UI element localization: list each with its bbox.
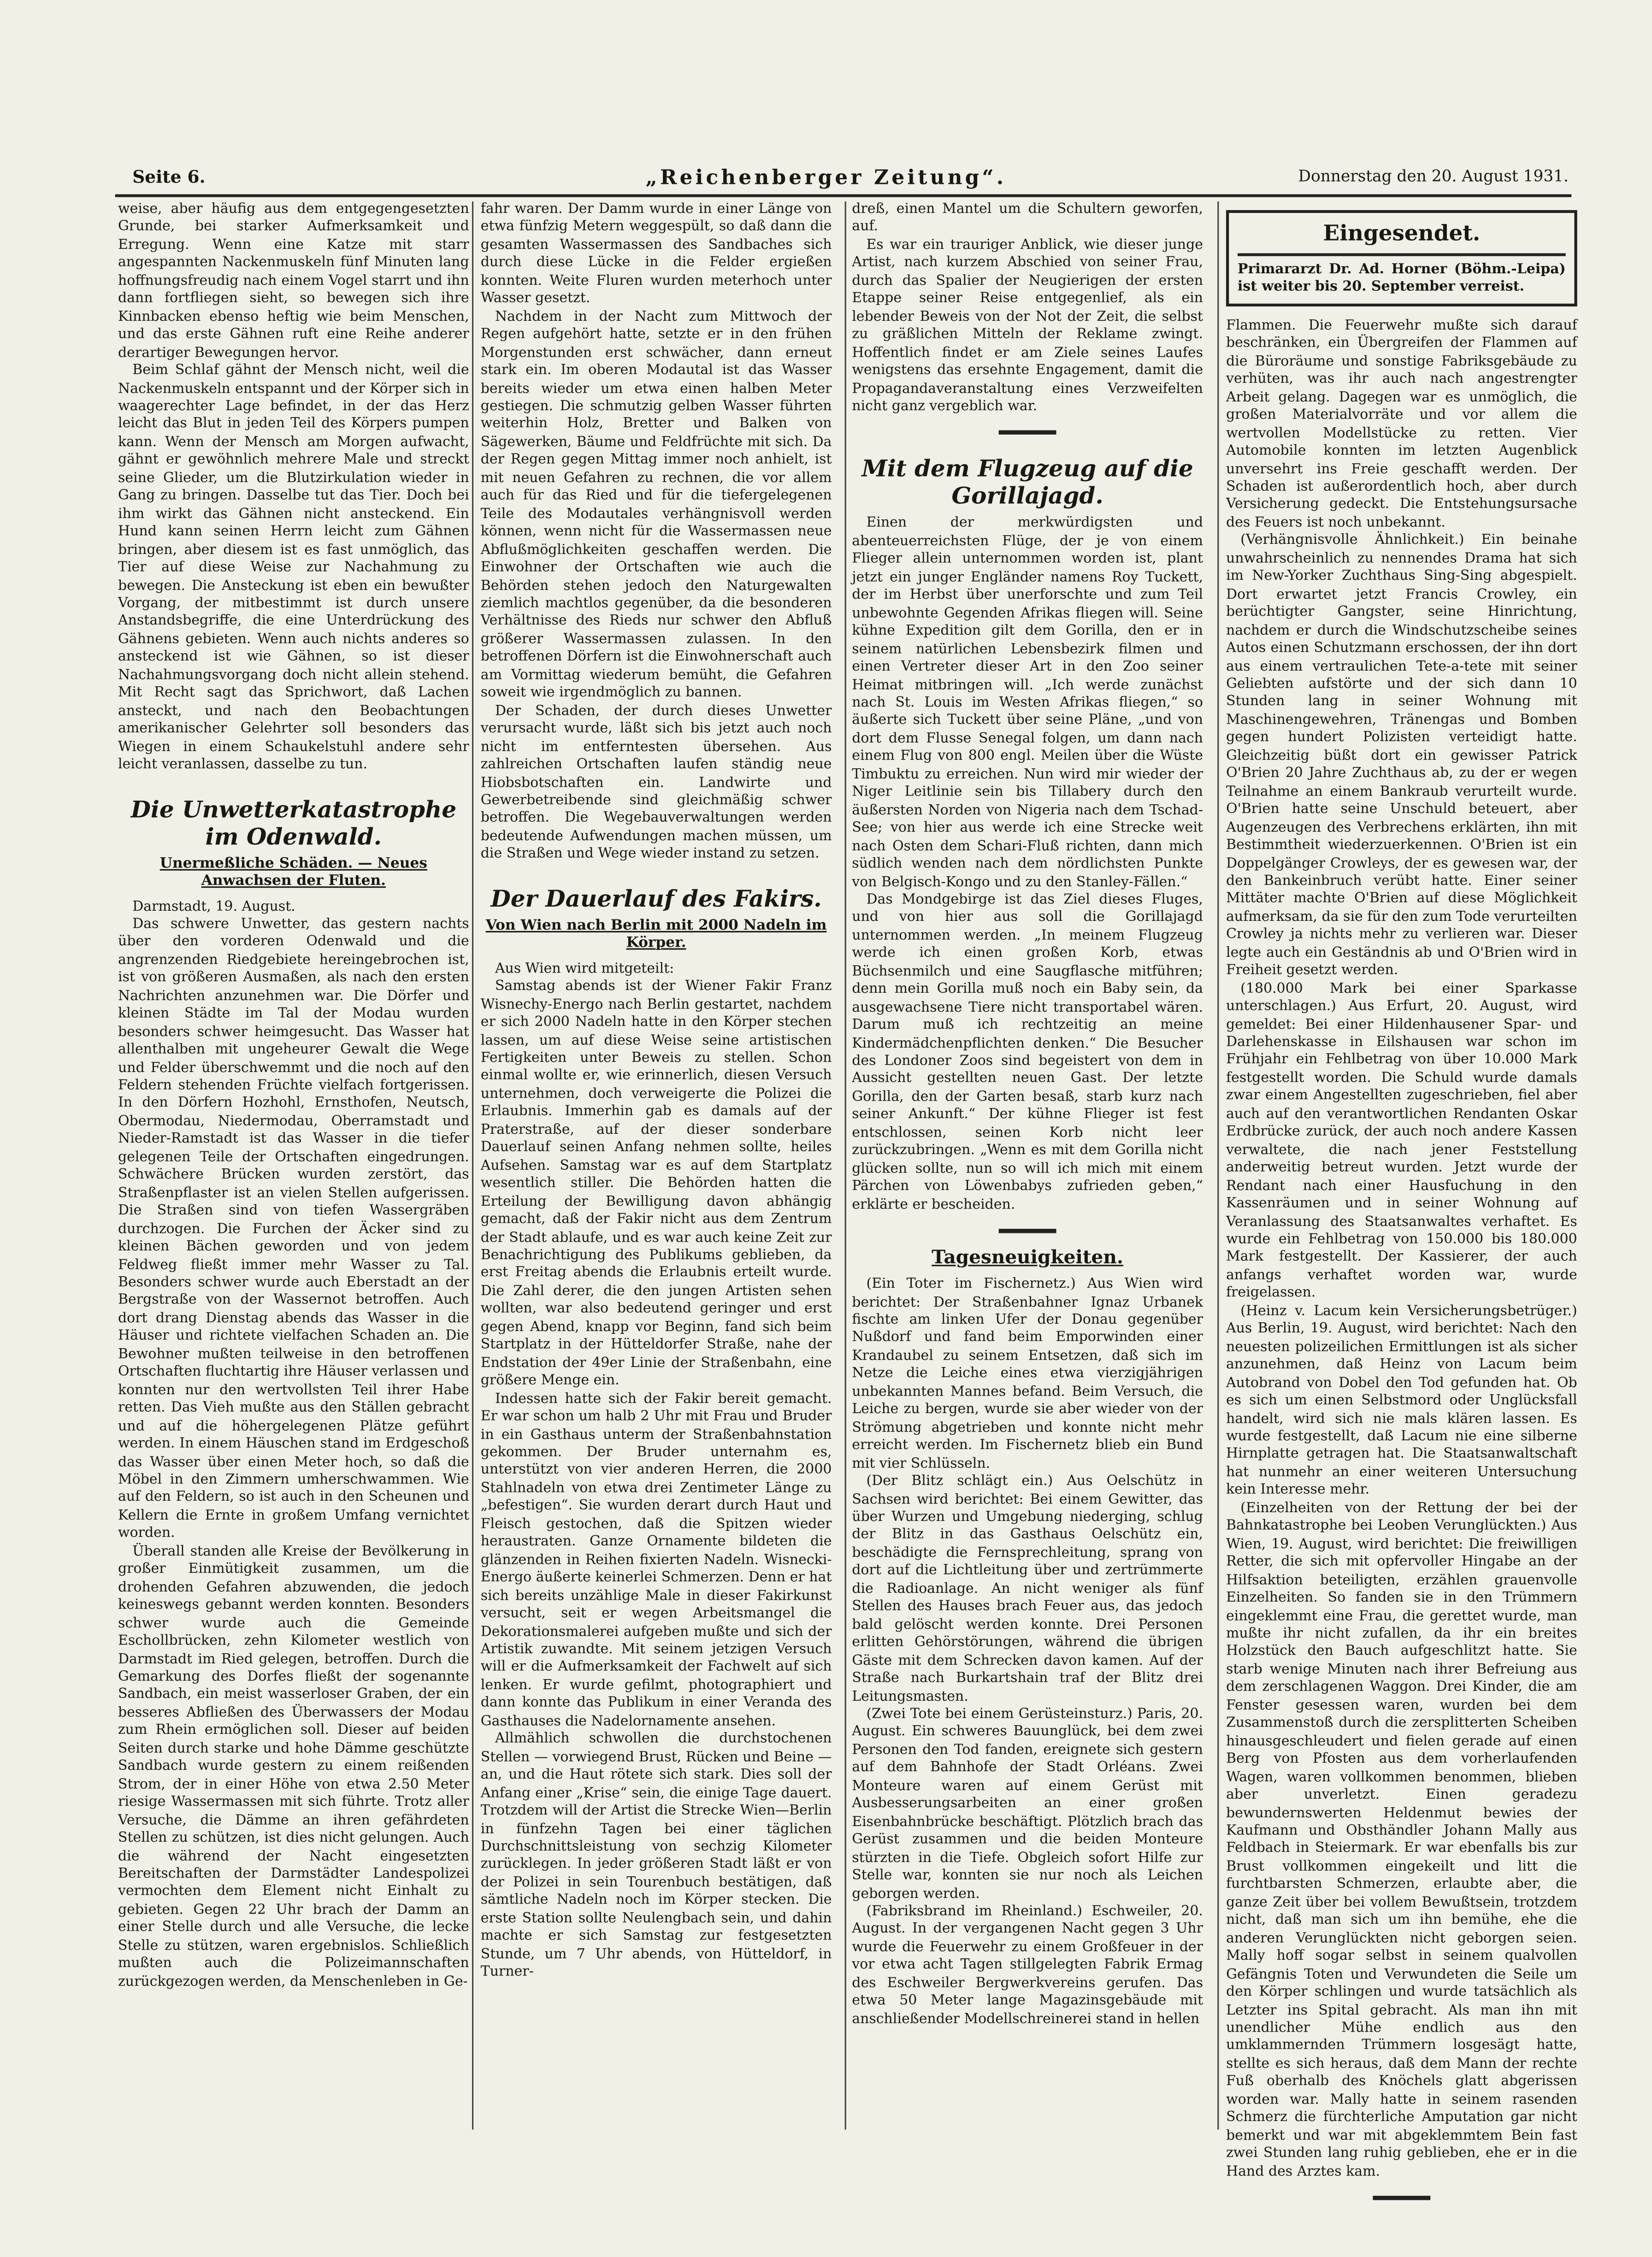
section-separator <box>999 431 1056 435</box>
article-paragraph: fahr waren. Der Damm wurde in einer Länge von etwa fünfzig Metern weggespült, so daß dann die gesamten Wassermassen des Sandbaches sich durch diese Lücke in die Felder ergießen konnten. Weite Fluren wurden meterhoch unter Wasser gesetzt. <box>480 201 832 307</box>
article-paragraph: Beim Schlaf gähnt der Mensch nicht, weil die Nackenmuskeln entspannt und der Körper sich in waagerechter Lage befindet, in der das Herz leicht das Blut in jeden Teil des Körpers pumpen kann. Wenn der Mensch am Morgen aufwacht, gähnt er gewöhnlich mehrere Male und streckt seine Glieder, um die Blutzirkulation wieder in Gang zu bringen. Dasselbe tut das Tier. Doch bei ihm wirkt das Gähnen nicht ansteckend. Ein Hund kann seinen Herrn leicht zum Gähnen bringen, aber diesem ist es fast unmöglich, das Tier auf diese Weise zur Nachahmung zu bewegen. Die Ansteckung ist eben ein bewußter Vorgang, der mitbestimmt ist durch unsere Anstandsbegriffe, die eine Unterdrückung des Gähnens gebieten. Wenn auch nichts anderes so ansteckend ist wie Gähnen, so ist dieser Nachahmungsvorgang doch nicht allein stehend. Mit Recht sagt das Sprichwort, daß Lachen ansteckt, und nach den Beobachtungen amerikanischer Gelehrter soll besonders das Wiegen in einem Schaukelstuhl andere sehr leicht veranlassen, dasselbe zu tun. <box>118 362 469 773</box>
article-subheadline: Von Wien nach Berlin mit 2000 Nadeln im Körper. <box>485 918 827 951</box>
section-separator <box>999 1229 1056 1233</box>
article-paragraph: dreß, einen Mantel um die Schultern geworfen, auf. <box>852 201 1203 236</box>
news-item: Flammen. Die Feuerwehr mußte sich darauf beschränken, ein Übergreifen der Flammen auf die Büroräume und sonstige Fabriksgebäude zu verhüten, was ihr auch nach angestrengter Arbeit gelang. Dagegen war es unmöglich, die großen Materialvorräte und vor allem die wertvollen Modellstücke zu retten. Vier Automobile konnten im letzten Augenblick unversehrt ins Freie geschafft werden. Der Schaden ist außerordentlich hoch, aber durch Versicherung gedeckt. Die Entstehungsursache des Feuers ist noch unbekannt. <box>1226 318 1577 531</box>
news-item: (Verhängnisvolle Ähnlichkeit.) Ein beinahe unwahrscheinlich zu nennendes Drama hat sich im New-Yorker Zuchthaus Sing-Sing abgespielt. Dort erwartet jetzt Francis Crowley, ein berüchtigter Gangster, seine Hinrichtung, nachdem er durch die Windschutzscheibe seines Autos einen Schutzmann erschossen, der ihn dort aus einem vertraulichen Tete-a-tete mit seiner Geliebten aufstörte und der sich dann 10 Stunden lang in seiner Wohnung mit Maschinengewehren, Tränengas und Bomben gegen hundert Polizisten verteidigt hatte. Gleichzeitig büßt dort ein gewisser Patrick O'Brien 20 Jahre Zuchthaus ab, zu der er wegen Teilnahme an einem Bankraub verurteilt wurde. O'Brien hatte seine Unschuld beteuert, aber Augenzeugen des Verbrechens erklärten, ihn mit Bestimmtheit wiederzuerkennen. O'Brien ist ein Doppelgänger Crowleys, der es gewesen war, der den Bankeinbruch verübt hatte. Einer seiner Mittäter machte O'Brien auf diese Möglichkeit aufmerksam, da sie für den zum Tode verurteilten Crowley ja nichts mehr zu verlieren war. Dieser legte auch ein Geständnis ab und O'Brien wird in Freiheit gesetzt werden. <box>1226 533 1577 979</box>
news-item: (Ein Toter im Fischernetz.) Aus Wien wird berichtet: Der Straßenbahner Ignaz Urbanek fischte am linken Ufer der Donau gegenüber Nußdorf und fand beim Emporwinden einer Krandaubel zu seinem Entsetzen, daß sich im Netze die Leiche eines etwa vierzigjährigen unbekannten Mannes befand. Beim Versuch, die Leiche zu bergen, wurde sie aber wieder von der Strömung abgetrieben und konnte nicht mehr erreicht werden. Im Fischernetz blieb ein Bund mit vier Schlüsseln. <box>852 1276 1203 1472</box>
column-divider <box>845 201 846 2129</box>
section-separator <box>1373 2196 1430 2200</box>
article-paragraph: Das Mondgebirge ist das Ziel dieses Fluges, und von hier aus soll die Gorillajagd unternommen werden. „In meinem Flugzeug werde ich einen großen Korb, etwas Büchsenmilch und eine Saugflasche mitführen; denn mein Gorilla muß noch ein Baby sein, da ausgewachsene Tiere nicht transportabel wären. Darum muß ich rechtzeitig an meine Kindermädchenpflichten denken.“ Die Besucher des Londoner Zoos sind begeistert von dem in Aussicht gestellten neuen Gast. Der letzte Gorilla, den der Garten besaß, starb kurz nach seiner Ankunft.“ Der kühne Flieger ist fest entschlossen, seinen Korb nicht leer zurückzubringen. „Wenn es mit dem Gorilla nicht glücken sollte, nun so will ich mich mit einem Pärchen von Löwenbabys zufrieden geben,“ erklärte er bescheiden. <box>852 892 1203 1213</box>
column-1 <box>118 201 469 2129</box>
article-byline: Aus Wien wird mitgeteilt: <box>495 961 674 977</box>
notice-title: Eingesendet. <box>1323 220 1481 246</box>
article-paragraph: Indessen hatte sich der Fakir bereit gemacht. Er war schon um halb 2 Uhr mit Frau und Bruder in ein Gasthaus unterm der Straßenbahnstation gekommen. Der Bruder unternahm es, unterstützt von vier anderen Herren, die 2000 Stahlnadeln von etwa drei Zentimeter Länge zu „befestigen“. Sie wurden derart durch Haut und Fleisch gestochen, daß die Spitzen wieder heraustraten. Ganze Ornamente bildeten die glänzenden in Reihen fixierten Nadeln. Wisnecki-Energo äußerte keinerlei Schmerzen. Denn er hat sich bereits unzählige Male in dieser Fakirkunst versucht, seit er wegen Arbeitsmangel die Dekorationsmalerei aufgeben mußte und sich der Artistik zuwandte. Mit seinem jetzigen Versuch will er die Aufmerksamkeit der Fachwelt auf sich lenken. Er wurde gefilmt, photographiert und dann konnte das Publikum in einer Veranda des Gasthauses die Nadelornamente ansehen. <box>480 1391 832 1730</box>
column-divider <box>1217 201 1219 2129</box>
article-paragraph: Samstag abends ist der Wiener Fakir Franz Wisnechy-Energo nach Berlin gestartet, nachdem er sich 2000 Nadeln hatte in den Körper stechen lassen, um auf diese Weise seine artistischen Fertigkeiten unter Beweis zu stellen. Schon einmal wollte er, wie erinnerlich, diesen Versuch unternehmen, doch verweigerte die Polizei die Erlaubnis. Immerhin gab es damals auf der Praterstraße, auf der dieser sonderbare Dauerlauf seinen Anfang nehmen sollte, heiles Aufsehen. Samstag war es auf dem Startplatz wesentlich stiller. Die Behörden hatten die Erteilung der Bewilligung davon abhängig gemacht, daß der Fakir nicht aus dem Zentrum der Stadt ablaufe, und es war auch keine Zeit zur Benachrichtigung des Publikums geblieben, da erst Freitag abends die Erlaubnis erteilt wurde. Die Zahl derer, die den jungen Artisten sehen wollten, war also bedeutend geringer und erst gegen Abend, knapp vor Beginn, fand sich beim Startplatz in der Hütteldorfer Straße, nahe der Endstation der 49er Linie der Straßenbahn, eine größere Menge ein. <box>480 978 832 1389</box>
newspaper-masthead: „Reichenberger Zeitung“. <box>645 167 1007 190</box>
news-item: (Der Blitz schlägt ein.) Aus Oelschütz in Sachsen wird berichtet: Bei einem Gewitter, das über Wurzen und Umgebung niederging, schlug der Blitz in das Gasthaus Oelschütz ein, beschädigte die Fernsprechleitung, sprang von dort auf die Lichtleitung über und zertrümmerte die Radioanlage. An nicht weniger als fünf Stellen des Hauses brach Feuer aus, das jedoch bald gelöscht werden konnte. Drei Personen erlitten Gehörstörungen, während die übrigen Gäste mit dem Schrecken davon kamen. Auf der Straße nach Burkartshain traf der Blitz drei Leitungsmasten. <box>852 1473 1203 1705</box>
header-rule <box>115 194 1571 197</box>
article-paragraph: Der Schaden, der durch dieses Unwetter verursacht wurde, läßt sich bis jetzt auch noch nicht im entferntesten übersehen. Aus zahlreichen Ortschaften laufen ständig neue Hiobsbotschaften ein. Landwirte und Gewerbetreibende sind gleichmäßig schwer betroffen. Die Wegebauverwaltungen werden bedeutende Aufwendungen machen müssen, um die Straßen und Wege wieder instand zu setzen. <box>480 703 832 863</box>
news-item: (Heinz v. Lacum kein Versicherungsbetrüger.) Aus Berlin, 19. August, wird berichtet: Nach den neuesten polizeilichen Ermittlungen ist als sicher anzunehmen, daß Heinz von Lacum beim Autobrand von Dobel den Tod gefunden hat. Ob es sich um einen Selbstmord oder Unglücksfall handelt, wird sich nie mals klären lassen. Es wurde festgestellt, daß Lacum nie eine silberne Hirnplatte getragen hat. Die Staatsanwaltschaft hat nunmehr an einer weiteren Untersuchung kein Interesse mehr. <box>1226 1303 1577 1499</box>
article-headline: Mit dem Flugzeug auf die Gorillajagd. <box>861 455 1193 510</box>
article-headline: Der Dauerlauf des Fakirs. <box>490 884 822 912</box>
news-item: (Fabriksbrand im Rheinland.) Eschweiler, 20. August. In der vergangenen Nacht gegen 3 Uhr wurde die Feuerwehr zu einem Großfeuer in der vor etwa acht Tagen stillgelegten Fabrik Ermag des Eschweiler Bergwerkvereins gerufen. Das etwa 50 Meter lange Magazinsgebäude mit anschließender Modellschreinerei stand in hellen <box>852 1903 1203 2027</box>
article-subheadline: Unermeßliche Schäden. — Neues Anwachsen der Fluten. <box>159 855 427 889</box>
news-item: (180.000 Mark bei einer Sparkasse unterschlagen.) Aus Erfurt, 20. August, wird gemeldet: Bei einer Hildenhausener Spar- und Darlehenskasse in Eilshausen war schon im Frühjahr ein Fehlbetrag von über 10.000 Mark festgestellt worden. Die Schuld wurde damals zwar einem Angestellten zugeschrieben, fiel aber auch auf den verantwortlichen Rendanten Oskar Erdbrücke zurück, der auch noch andere Kassen verwaltete, die nach jener Feststellung anderweitig betreut wurden. Jetzt wurde der Rendant nach einer Hausfuchung in den Kassenräumen und in seiner Wohnung auf Veranlassung des Staatsanwaltes verhaftet. Es wurde ein Fehlbetrag von 150.000 bis 180.000 Mark festgestellt. Der Kassierer, der auch anfangs verhaftet worden war, wurde freigelassen. <box>1226 981 1577 1302</box>
column-divider <box>472 201 473 2129</box>
article-headline: Die Unwetterkatastrophe im Odenwald. <box>130 795 457 850</box>
column-4 <box>1226 201 1577 2180</box>
notice-rule <box>1238 253 1566 256</box>
column-3 <box>852 201 1203 2129</box>
article-paragraph: Einen der merkwürdigsten und abenteuerreichsten Flüge, der je von einem Flieger allein unternommen worden ist, plant jetzt ein junger Engländer namens Roy Tuckett, der im Herbst über unerforschte und zum Teil unbewohnte Gegenden Afrikas fliegen will. Seine kühne Expedition gilt dem Gorilla, den er in seinem natürlichen Lebensbezirk filmen und einen Vertreter dieser Art in den Zoo seiner Heimat mitbringen will. „Ich werde zunächst nach St. Louis im Westen Afrikas fliegen,“ so äußerte sich Tuckett über seine Pläne, „und von dort dem Flusse Senegal folgen, um dann nach einem Flug von 800 engl. Meilen über die Wüste Timbuktu zu erreichen. Nun wird mir wieder der Niger Leitlinie sein bis Tillabery durch den äußersten Norden von Nigeria nach dem Tschad-See; von hier aus werde ich eine Strecke weit nach Osten dem Schari-Fluß richten, dann mich südlich wenden nach dem nördlichsten Punkte von Belgisch-Kongo und zu den Stanley-Fällen.“ <box>852 516 1203 890</box>
article-paragraph: Es war ein trauriger Anblick, wie dieser junge Artist, nach kurzem Abschied von seiner Frau, durch das Spalier der Neugierigen der ersten Etappe seiner Reise entgegenlief, als ein lebender Beweis von der Not der Zeit, die selbst zu gräßlichen Mitteln der Reklame zwingt. Hoffentlich findet er am Ziele seines Laufes wenigstens das ersehnte Engagement, damit die Propagandaveranstaltung eines Verzweifelten nicht ganz vergeblich war. <box>852 237 1203 415</box>
article-paragraph: Allmählich schwollen die durchstochenen Stellen — vorwiegend Brust, Rücken und Beine — an, und die Haut rötete sich stark. Dies soll der Anfang einer „Krise“ sein, die einige Tage dauert. Trotzdem will der Artist die Strecke Wien—Berlin in fünfzehn Tagen bei einer täglichen Durchschnittsleistung von sechzig Kilometer zurücklegen. In jeder größeren Stadt läßt er von der Polizei in sein Tourenbuch bestätigen, daß sämtliche Nadeln noch im Körper stecken. Die erste Station sollte Neulengbach sein, und dahin machte er sich Samstag zur festgesetzten Stunde, um 7 Uhr abends, von Hütteldorf, in Turner- <box>480 1731 832 1980</box>
notice-box <box>1226 210 1577 306</box>
news-item: (Zwei Tote bei einem Gerüsteinsturz.) Paris, 20. August. Ein schweres Bauunglück, bei dem zwei Personen den Tod fanden, ereignete sich gestern auf dem Bahnhofe der Stadt Orléans. Zwei Monteure waren auf einem Gerüst mit Ausbesserungsarbeiten an einer großen Eisenbahnbrücke beschäftigt. Plötzlich brach das Gerüst zusammen und die beiden Monteure stürzten in die Tiefe. Obgleich sofort Hilfe zur Stelle war, konnten sie nur noch als Leichen geborgen werden. <box>852 1706 1203 1902</box>
article-paragraph: Nachdem in der Nacht zum Mittwoch der Regen aufgehört hatte, setzte er in den frühen Morgenstunden erst schwächer, dann erneut stark ein. Im oberen Modautal ist das Wasser bereits wieder um etwa einen halben Meter gestiegen. Die schmutzig gelben Wasser führten weiterhin Holz, Bretter und Balken von Sägewerken, Bäume und Feldfrüchte mit sich. Da der Regen gegen Mittag immer noch anhielt, ist mit neuen Gefahren zu rechnen, die vor allem auch für das Ried und für die tiefergelegenen Teile des Modautales verhängnisvoll werden können, wenn nicht für die Wassermassen neue Abflußmöglichkeiten geschaffen werden. Die Einwohner der Ortschaften wie auch die Behörden stehen jedoch den Naturgewalten ziemlich machtlos gegenüber, da die besonderen Verhältnisse des Rieds nur schwer den Abfluß größerer Wassermassen zulassen. In den betroffenen Dörfern ist die Einwohnerschaft auch am Vormittag wiederum bemüht, die Gefahren soweit wie irgendmöglich zu bannen. <box>480 309 832 701</box>
article-paragraph: Das schwere Unwetter, das gestern nachts über den vorderen Odenwald und die angrenzenden Riedgebiete hereingebrochen ist, ist von größeren Ausmaßen, als nach den ersten Nachrichten anzunehmen war. Die Dörfer und kleinen Städte im Tal der Modau wurden besonders schwer heimgesucht. Das Wasser hat allenthalben mit ungeheurer Gewalt die Wege und Felder überschwemmt und die noch auf den Feldern stehenden Früchte vielfach fortgerissen. In den Dörfern Hozhohl, Ernsthofen, Neutsch, Obermodau, Niedermodau, Oberramstadt und Nieder-Ramstadt ist das Wasser in die tiefer gelegenen Teile der Ortschaften eingedrungen. Schwächere Brücken wurden zerstört, das Straßenpflaster ist an vielen Stellen aufgerissen. Die Straßen sind von tiefen Wassergräben durchzogen. Die Furchen der Äcker sind zu kleinen Bächen geworden und von jedem Feldweg fließt immer mehr Wasser zu Tal. Besonders schwer wurde auch Eberstadt an der Bergstraße von der Wassernot betroffen. Auch dort drang Dienstag abends das Wasser in die Häuser und richtete vielfachen Schaden an. Die Bewohner mußten teilweise in den betroffenen Ortschaften fluchtartig ihre Häuser verlassen und konnten nur den wertvollsten Teil ihrer Habe retten. Das Vieh mußte aus den Ställen gebracht und auf die höhergelegenen Plätze geführt werden. In einem Häuschen stand im Erdgeschoß das Wasser über einen Meter hoch, so daß die Möbel in den Zimmern umherschwammen. Wie auf den Feldern, so ist auch in den Scheunen und Kellern die Ernte in großem Umfang vernichtet worden. <box>118 916 469 1542</box>
page-number: Seite 6. <box>132 167 206 187</box>
article-paragraph: weise, aber häufig aus dem entgegengesetzten Grunde, bei starker Aufmerksamkeit und Erregung. Wenn eine Katze mit starr angespannten Nackenmuskeln fünf Minuten lang hoffnungsfreudig nach einem Vogel starrt und ihn dann fortfliegen sieht, so bewegen sich ihre Kinnbacken ebenso heftig wie beim Menschen, und das erste Gähnen ruft eine Reihe anderer derartiger Bewegungen hervor. <box>118 201 469 361</box>
issue-date: Donnerstag den 20. August 1931. <box>1298 167 1569 186</box>
article-dateline: Darmstadt, 19. August. <box>132 898 295 915</box>
article-paragraph: Überall standen alle Kreise der Bevölkerung in großer Einmütigkeit zusammen, um die drohenden Gefahren abzuwenden, die jedoch keineswegs gebannt werden konnten. Besonders schwer wurde auch die Gemeinde Eschollbrücken, zehn Kilometer westlich von Darmstadt im Ried gelegen, betroffen. Durch die Gemarkung des Dorfes fließt der sogenannte Sandbach, ein meist wasserloser Graben, der ein besseres Abfließen des Überwassers der Modau zum Rhein ermöglichen soll. Dieser auf beiden Seiten durch starke und hohe Dämme geschützte Sandbach wurde gestern zu einem reißenden Strom, der in einer Höhe von etwa 2.50 Meter riesige Wassermassen mit sich führte. Trotz aller Versuche, die Dämme an ihren gefährdeten Stellen zu schützen, ist dies nicht gelungen. Auch die während der Nacht eingesetzten Bereitschaften der Darmstädter Landespolizei vermochten dem Element nicht Einhalt zu gebieten. Gegen 22 Uhr brach der Damm an einer Stelle durch und alle Versuche, die lecke Stelle zu stützen, waren ergebnislos. Schließlich mußten auch die Polizeimannschaften zurückgezogen werden, da Menschenleben in Ge- <box>118 1544 469 1990</box>
column-2 <box>481 201 832 2129</box>
news-item: (Einzelheiten von der Rettung der bei der Bahnkatastrophe bei Leoben Verunglückten.) Aus Wien, 19. August, wird berichtet: Die freiwilligen Retter, die sich mit opfervoller Hingabe an der Hilfsaktion beteiligten, erzählen grauenvolle Einzelheiten. So fanden sie in den Trümmern eingeklemmt eine Frau, die gerettet wurde, man mußte ihr nicht zufallen, da ihr ein breites Holzstück den Bauch aufgeschlitzt hatte. Sie starb wenige Minuten nach ihrer Befreiung aus dem zerschlagenen Waggon. Drei Kinder, die am Fenster gesessen waren, wurden bei dem Zusammenstoß durch die zersplitterten Scheiben hinausgeschleudert und fielen gerade auf einen Berg von Pfosten aus dem vorherlaufenden Wagen, waren vollkommen benommen, blieben aber unverletzt. Einen geradezu bewundernswerten Heldenmut bewies der Kaufmann und Obsthändler Johann Mally aus Feldbach in Steiermark. Er war ebenfalls bis zur Brust vollkommen eingekeilt und litt die furchtbarsten Schmerzen, erlaubte aber, die ganze Zeit über bei vollem Bewußtsein, trotzdem nicht, daß man sich um ihn bemühe, ehe die anderen Verunglückten nicht geborgen seien. Mally hoff sogar selbst in seinem qualvollen Gefängnis Toten und Verwundeten die Seile um den Körper schlingen und wurde tatsächlich als Letzter ins Spital gebracht. Als man ihn mit unendlicher Mühe endlich aus den umklammernden Trümmern losgesägt hatte, stellte es sich heraus, daß dem Mann der rechte Fuß oberhalb des Knöchels glatt abgerissen worden war. Mally hatte in seinem rasenden Schmerz die fürchterliche Amputation gar nicht bemerkt und war mit abgeklemmtem Bein fast zwei Stunden lang ruhig geblieben, ehe er in die Hand des Arztes kam. <box>1226 1500 1577 2180</box>
notice-text: Primararzt Dr. Ad. Horner (Böhm.-Leipa) ist weiter bis 20. September verreist. <box>1237 262 1566 296</box>
news-section-headline: Tagesneuigkeiten. <box>932 1248 1124 1269</box>
